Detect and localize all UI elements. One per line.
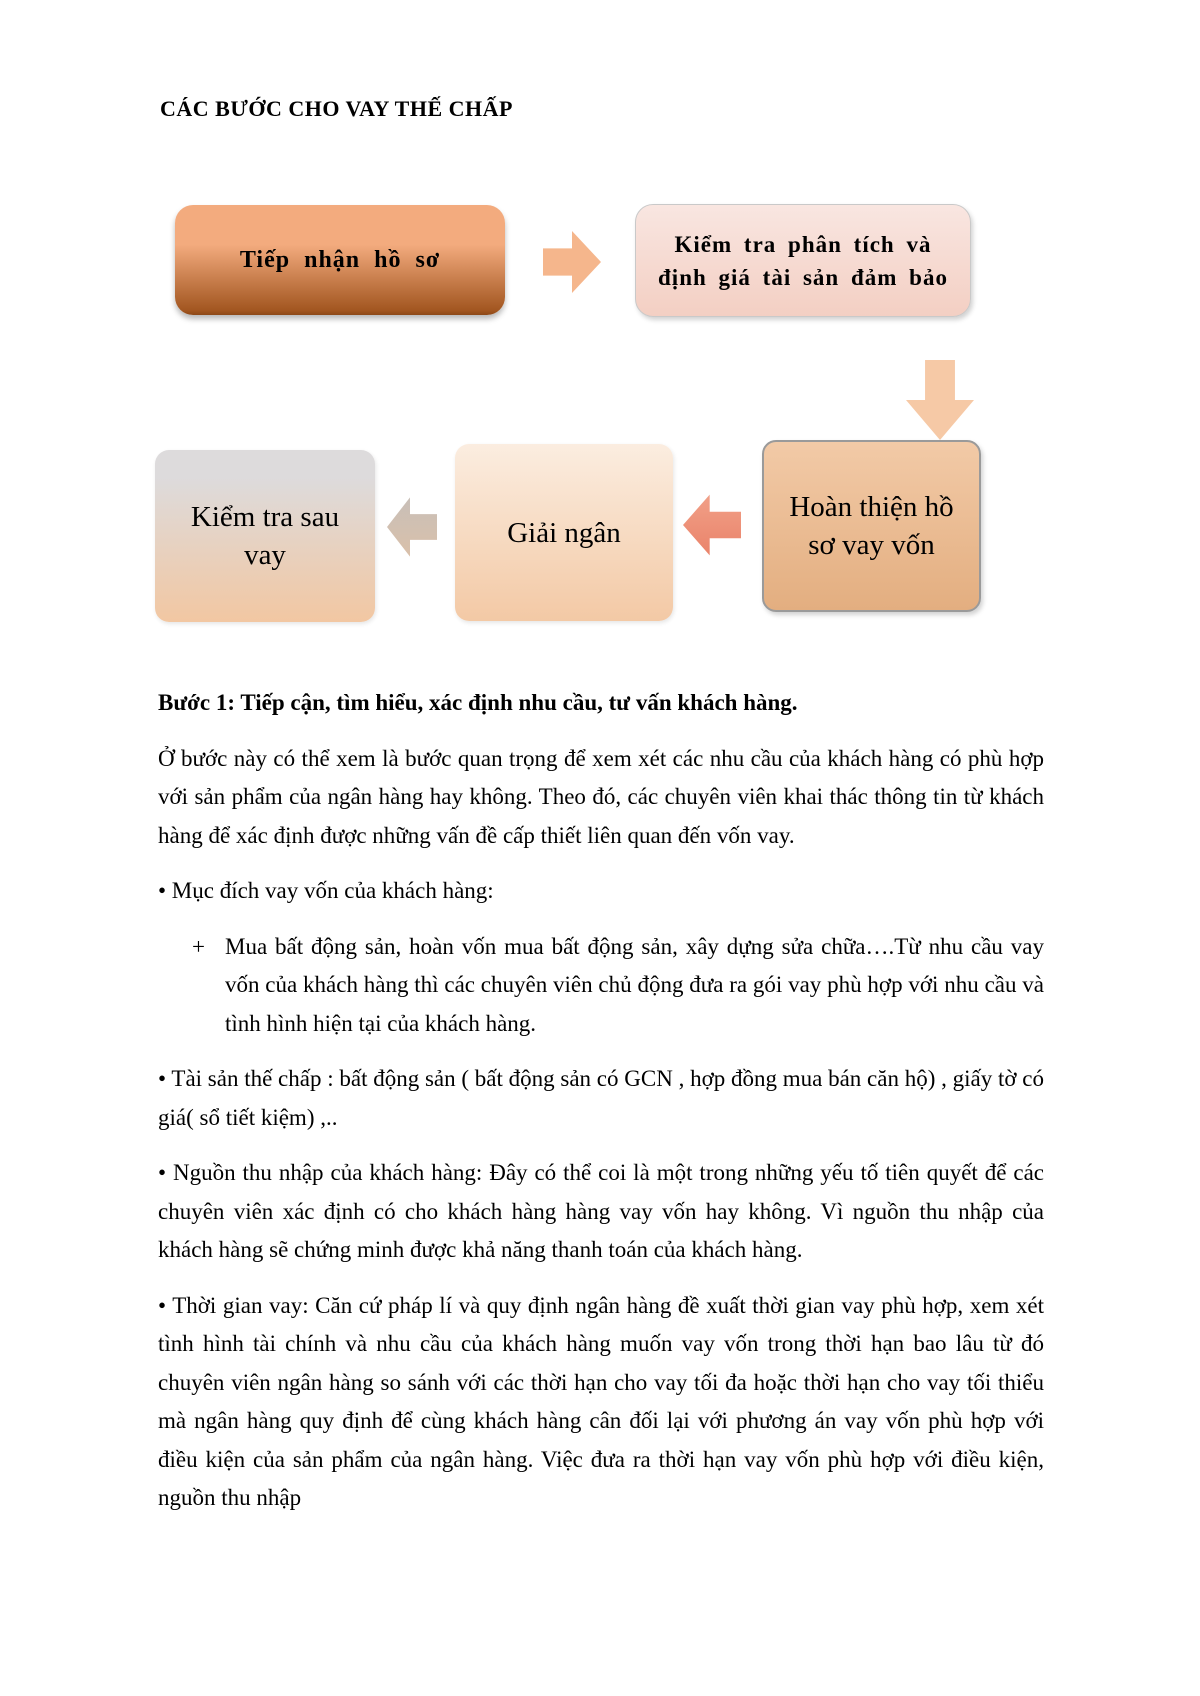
flow-step-label: Giải ngân bbox=[507, 516, 621, 549]
flow-step-label: Kiểm tra phân tích và định giá tài sản đảm bảo bbox=[658, 231, 948, 290]
arrow-down-icon bbox=[906, 360, 974, 440]
arrow-right-icon bbox=[543, 231, 601, 293]
bullet-income-source: • Nguồn thu nhập của khách hàng: Đây có thể coi là một trong những yếu tố tiên quyết để các chuyên viên xác định có cho khách hàng hàng vay vốn hay không. Vì nguồn thu nhập của khách hàng sẽ chứng minh được khả năng thanh toán của khách hàng. bbox=[158, 1160, 1044, 1262]
flow-step-label: Tiếp nhận hồ sơ bbox=[239, 246, 441, 273]
flow-step-receive-application bbox=[175, 205, 505, 315]
plus-marker: + bbox=[192, 933, 205, 959]
bullet-collateral: • Tài sản thế chấp : bất động sản ( bất động sản có GCN , hợp đồng mua bán căn hộ) , giấy tờ có giá( sổ tiết kiệm) ,.. bbox=[158, 1066, 1044, 1130]
document-title: CÁC BƯỚC CHO VAY THẾ CHẤP bbox=[160, 96, 513, 121]
bullet-loan-purpose: • Mục đích vay vốn của khách hàng: bbox=[158, 878, 494, 903]
flow-step-complete-loan-file bbox=[762, 440, 981, 612]
flow-step-post-loan-check bbox=[155, 450, 375, 622]
step1-heading: Bước 1: Tiếp cận, tìm hiểu, xác định nhu cầu, tư vấn khách hàng. bbox=[158, 690, 798, 715]
flow-step-label: Hoàn thiện hồ sơ vay vốn bbox=[789, 491, 954, 561]
sub-bullet-text: Mua bất động sản, hoàn vốn mua bất động sản, xây dựng sửa chữa….Từ nhu cầu vay vốn của khách hàng thì các chuyên viên chủ động đưa ra gói vay phù hợp với nhu cầu và tình hình hiện tại của khách hàng. bbox=[225, 933, 1044, 1036]
bullet-loan-term: • Thời gian vay: Căn cứ pháp lí và quy định ngân hàng đề xuất thời gian vay phù hợp, xem xét tình hình tài chính và nhu cầu của khách hàng muốn vay vốn trong thời hạn bao lâu từ đó chuyên viên ngân hàng so sánh với các thời hạn cho vay tối đa hoặc thời hạn cho vay tối thiểu mà ngân hàng quy định để cùng khách hàng cân đối lại với phương án vay vốn phù hợp với điều kiện của sản phẩm của ngân hàng. Việc đưa ra thời hạn vay vốn phù hợp với điều kiện, nguồn thu nhập bbox=[158, 1292, 1044, 1510]
arrow-left-icon bbox=[683, 486, 741, 564]
flow-step-disbursement bbox=[455, 444, 673, 621]
sub-bullet-loan-purpose-detail bbox=[158, 928, 1044, 1044]
flow-step-label: Kiểm tra sau vay bbox=[190, 501, 340, 571]
flow-step-check-appraise-collateral bbox=[635, 204, 971, 317]
step1-section bbox=[158, 684, 1044, 1535]
paragraph-intro: Ở bước này có thể xem là bước quan trọng để xem xét các nhu cầu của khách hàng có phù hợp với sản phẩm của ngân hàng hay không. Theo đó, các chuyên viên khai thác thông tin từ khách hàng để xác định được những vấn đề cấp thiết liên quan đến vốn vay. bbox=[158, 745, 1044, 848]
arrow-left-icon bbox=[387, 489, 437, 565]
